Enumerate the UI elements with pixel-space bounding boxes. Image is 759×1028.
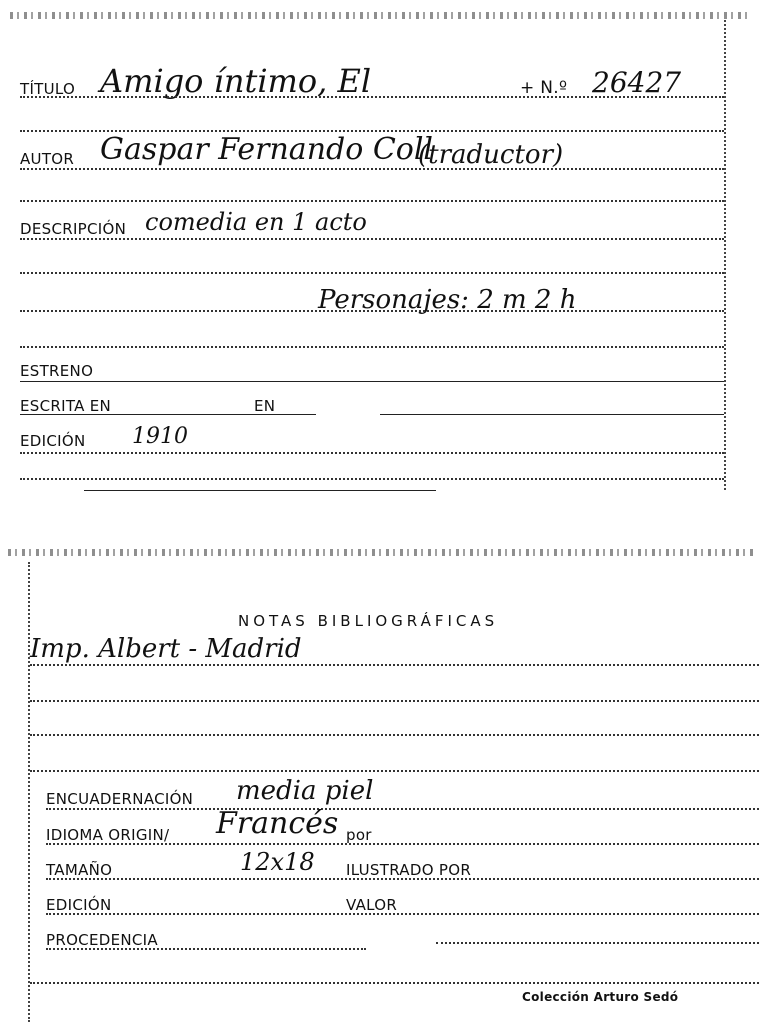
blank-line-5 bbox=[20, 346, 724, 348]
estreno-label: ESTRENO bbox=[20, 362, 94, 380]
torn-edge-top bbox=[10, 12, 750, 19]
tamano-line bbox=[46, 878, 759, 880]
notas-title: NOTAS BIBLIOGRÁFICAS bbox=[238, 612, 499, 630]
notas-value: Imp. Albert - Madrid bbox=[30, 634, 302, 664]
encuadernacion-line bbox=[46, 808, 759, 810]
encuadernacion-value: media piel bbox=[236, 776, 374, 806]
descripcion-line bbox=[20, 238, 724, 240]
titulo-value: Amigo íntimo, El bbox=[100, 62, 372, 100]
notas-line-4 bbox=[30, 770, 759, 772]
torn-edge-middle bbox=[8, 549, 756, 556]
edicion-value: 1910 bbox=[132, 424, 188, 449]
titulo-line bbox=[20, 96, 724, 98]
edicion2-label: EDICIÓN bbox=[46, 896, 112, 914]
ilustrado-label: ILUSTRADO POR bbox=[346, 861, 472, 879]
edicion-line bbox=[20, 452, 724, 454]
autor-label: AUTOR bbox=[20, 150, 75, 168]
en-label: EN bbox=[254, 397, 276, 415]
edicion-label: EDICIÓN bbox=[20, 432, 86, 450]
card-top-right-border bbox=[724, 20, 726, 490]
blank-line-4 bbox=[20, 310, 724, 312]
tamano-value: 12x18 bbox=[240, 848, 315, 876]
autor-role: (traductor) bbox=[418, 140, 564, 170]
autor-line bbox=[20, 168, 724, 170]
card-bottom-left-border bbox=[28, 562, 30, 1022]
titulo-label: TÍTULO bbox=[20, 80, 76, 98]
card-bottom-line bbox=[30, 982, 759, 984]
estreno-line bbox=[20, 381, 724, 382]
idioma-label: IDIOMA ORIGIN/ bbox=[46, 826, 170, 844]
coleccion-stamp: Colección Arturo Sedó bbox=[522, 990, 679, 1004]
procedencia-line-b bbox=[436, 942, 759, 944]
descripcion-label: DESCRIPCIÓN bbox=[20, 220, 127, 238]
autor-value: Gaspar Fernando Coll bbox=[100, 132, 434, 167]
escrita-label: ESCRITA EN bbox=[20, 397, 112, 415]
notas-line-1 bbox=[30, 664, 759, 666]
card-top-bottom-line bbox=[20, 478, 724, 480]
procedencia-label: PROCEDENCIA bbox=[46, 931, 158, 949]
por-label: por bbox=[346, 826, 372, 844]
personajes-value: Personajes: 2 m 2 h bbox=[318, 285, 577, 315]
numero-value: 26427 bbox=[592, 66, 682, 99]
tamano-label: TAMAÑO bbox=[46, 861, 113, 879]
card-top-bottom-solid bbox=[84, 490, 436, 491]
escrita-line-a bbox=[20, 414, 316, 415]
idioma-line bbox=[46, 843, 759, 845]
notas-line-2 bbox=[30, 700, 759, 702]
numero-label: + N.º bbox=[520, 78, 568, 98]
notas-line-3 bbox=[30, 734, 759, 736]
escrita-line-b bbox=[380, 414, 724, 415]
encuadernacion-label: ENCUADERNACIÓN bbox=[46, 790, 194, 808]
descripcion-value: comedia en 1 acto bbox=[145, 208, 367, 236]
idioma-value: Francés bbox=[216, 806, 339, 841]
blank-line-3 bbox=[20, 272, 724, 274]
valor-label: VALOR bbox=[346, 896, 398, 914]
blank-line-2 bbox=[20, 200, 724, 202]
edicion2-line bbox=[46, 913, 759, 915]
procedencia-line-a bbox=[46, 948, 366, 950]
